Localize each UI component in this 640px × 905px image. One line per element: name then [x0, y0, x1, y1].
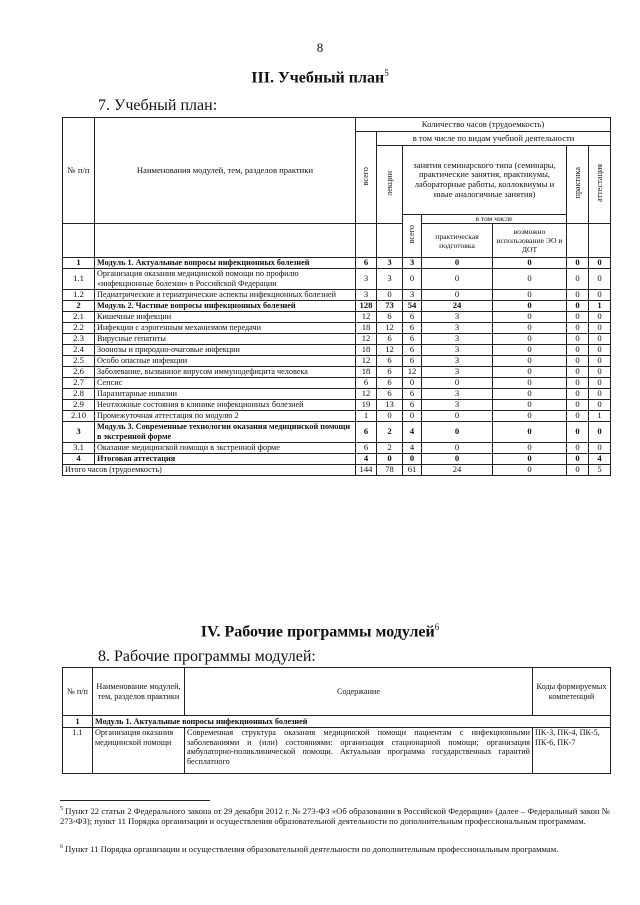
table-row: [63, 312, 611, 323]
row-pr: 0: [567, 312, 589, 323]
header-hours: Количество часов (трудоемкость): [356, 118, 611, 132]
row-total: 4: [356, 454, 377, 465]
row-eo: 0: [493, 334, 567, 345]
row-sem: 0: [403, 411, 422, 422]
row-name: Организация оказания медицинской помощи по профилю «инфекционные болезни» в Российской Федерации: [95, 269, 356, 290]
row-eo: 0: [493, 323, 567, 334]
row-att: 1: [589, 301, 611, 312]
footnote-ref-6: 6: [434, 622, 440, 632]
row-total: 6: [356, 258, 377, 269]
header-seminar-incl: в том числе: [422, 215, 567, 224]
header-practice-text: практика: [572, 167, 582, 199]
row-sem: 3: [403, 290, 422, 301]
row-sem: 6: [403, 312, 422, 323]
total-row: [63, 465, 611, 476]
row-name: Педиатрические и гериатрические аспекты инфекционных болезней: [95, 290, 356, 301]
row-pr: 0: [567, 454, 589, 465]
row-sem: 6: [403, 334, 422, 345]
row-num: 2.5: [63, 356, 95, 367]
row-eo: 0: [493, 290, 567, 301]
row-sem: 0: [403, 269, 422, 290]
row-sem: 4: [403, 422, 422, 443]
total-total: 144: [356, 465, 377, 476]
row-att: 4: [589, 454, 611, 465]
row-pr: 0: [567, 258, 589, 269]
header-attestation: [589, 146, 611, 224]
header-seminar-total: [403, 215, 422, 258]
header-num-spacer: [63, 224, 95, 258]
row-pr: 0: [567, 422, 589, 443]
row-att: 0: [589, 323, 611, 334]
footnote-6: [60, 842, 610, 854]
row-total: 6: [356, 378, 377, 389]
row-att: 0: [589, 258, 611, 269]
prog-module-title: Модуль 1. Актуальные вопросы инфекционных болезней: [93, 716, 611, 728]
row-att: 0: [589, 290, 611, 301]
row-total: 3: [356, 269, 377, 290]
row-total: 1: [356, 411, 377, 422]
row-num: 2.7: [63, 378, 95, 389]
header-seminar: занятия семинарского типа (семинары, практические занятия, практикумы, лабораторные работы, коллоквиумы и иные аналогичные занятия): [403, 146, 567, 215]
row-pr: 0: [567, 334, 589, 345]
table-row: [63, 290, 611, 301]
row-num: 2.9: [63, 400, 95, 411]
header-practice-spacer: [567, 224, 589, 258]
row-att: 0: [589, 389, 611, 400]
row-att: 0: [589, 345, 611, 356]
prog-row-content: Современная структура оказания медицинской помощи пациентам с инфекционными заболеваниями и (или) состояниями: организация стационарной помощи; организация амбулаторно-поликлинической помощи. Актуальная программа государственных гарантий бесплатного: [185, 728, 533, 774]
row-att: 0: [589, 367, 611, 378]
table-row: [63, 443, 611, 454]
row-total: 12: [356, 334, 377, 345]
row-name: Неотложные состояния в клинике инфекционных болезней: [95, 400, 356, 411]
row-att: 0: [589, 378, 611, 389]
footnote-5-mark: 5: [60, 806, 63, 812]
programs-table: [62, 667, 611, 774]
footnote-6-text: Пункт 11 Порядка организации и осуществления образовательной деятельности по дополнительным профессиональным программам.: [63, 843, 559, 854]
row-lect: 12: [377, 323, 403, 334]
row-name: Модуль 3. Современные технологии оказания медицинской помощи в экстренной форме: [95, 422, 356, 443]
row-total: 19: [356, 400, 377, 411]
row-total: 6: [356, 422, 377, 443]
row-num: 3.1: [63, 443, 95, 454]
row-att: 0: [589, 400, 611, 411]
total-attestation: 5: [589, 465, 611, 476]
row-num: 2.1: [63, 312, 95, 323]
header-distance: возможно использование ЭО и ДОТ: [493, 224, 567, 258]
total-label: Итого часов (трудоемкость): [63, 465, 356, 476]
row-sem: 12: [403, 367, 422, 378]
row-att: 0: [589, 443, 611, 454]
row-sem: 6: [403, 323, 422, 334]
row-lect: 0: [377, 454, 403, 465]
row-prac: 3: [422, 356, 493, 367]
row-sem: 3: [403, 258, 422, 269]
curriculum-body: [63, 258, 611, 465]
row-eo: 0: [493, 269, 567, 290]
row-total: 12: [356, 389, 377, 400]
table-row: [63, 454, 611, 465]
row-total: 18: [356, 345, 377, 356]
row-name: Особо опасные инфекции: [95, 356, 356, 367]
row-prac: 3: [422, 400, 493, 411]
row-eo: 0: [493, 367, 567, 378]
row-sem: 0: [403, 378, 422, 389]
footnote-5-text: Пункт 22 статьи 2 Федерального закона от 29 декабря 2012 г. № 273-ФЗ «Об образовании в Российской Федерации» (далее – Федеральный закон № 273-ФЗ); пункт 11 Порядка организации и осуществления образовательной деятельности по дополнительным профессиональным программам.: [60, 805, 610, 827]
row-sem: 6: [403, 345, 422, 356]
row-num: 1.1: [63, 269, 95, 290]
row-prac: 0: [422, 411, 493, 422]
row-num: 4: [63, 454, 95, 465]
table-row: [63, 367, 611, 378]
row-num: 3: [63, 422, 95, 443]
row-lect: 13: [377, 400, 403, 411]
row-pr: 0: [567, 411, 589, 422]
row-num: 2.2: [63, 323, 95, 334]
row-pr: 0: [567, 378, 589, 389]
row-lect: 73: [377, 301, 403, 312]
row-prac: 0: [422, 422, 493, 443]
row-num: 2.8: [63, 389, 95, 400]
row-name: Кишечные инфекции: [95, 312, 356, 323]
total-practice: 0: [567, 465, 589, 476]
header-name: Наименования модулей, тем, разделов практики: [95, 118, 356, 224]
row-att: 0: [589, 269, 611, 290]
header-incl: в том числе по видам учебной деятельности: [377, 132, 611, 146]
row-pr: 0: [567, 443, 589, 454]
row-att: 0: [589, 356, 611, 367]
table-row: [63, 411, 611, 422]
row-num: 1.2: [63, 290, 95, 301]
row-total: 128: [356, 301, 377, 312]
row-num: 2.6: [63, 367, 95, 378]
row-eo: 0: [493, 258, 567, 269]
prog-row-num: 1.1: [63, 728, 93, 774]
row-sem: 4: [403, 443, 422, 454]
row-total: 18: [356, 323, 377, 334]
row-lect: 3: [377, 258, 403, 269]
prog-module-num: 1: [63, 716, 93, 728]
row-prac: 0: [422, 454, 493, 465]
table-row: [63, 378, 611, 389]
table-row: [63, 389, 611, 400]
section-3-title: [0, 68, 640, 87]
table-row: [63, 422, 611, 443]
row-lect: 3: [377, 269, 403, 290]
row-name: Заболевание, вызванное вирусом иммунодефицита человека: [95, 367, 356, 378]
total-seminar: 61: [403, 465, 422, 476]
table-row: [63, 334, 611, 345]
table-row: [63, 400, 611, 411]
row-att: 0: [589, 312, 611, 323]
footnote-5: [60, 804, 610, 827]
table-row: [63, 356, 611, 367]
row-pr: 0: [567, 367, 589, 378]
page-number: 8: [316, 40, 324, 55]
row-prac: 0: [422, 290, 493, 301]
total-practical: 24: [422, 465, 493, 476]
row-pr: 0: [567, 269, 589, 290]
section-4-title-text: IV. Рабочие программы модулей: [200, 623, 435, 641]
row-sem: 0: [403, 454, 422, 465]
row-eo: 0: [493, 312, 567, 323]
row-name: Модуль 1. Актуальные вопросы инфекционных болезней: [95, 258, 356, 269]
footnote-separator: [60, 800, 210, 801]
row-num: 2: [63, 301, 95, 312]
row-prac: 0: [422, 443, 493, 454]
row-eo: 0: [493, 345, 567, 356]
section-4-title: [0, 622, 640, 641]
row-att: 1: [589, 411, 611, 422]
row-num: 2.3: [63, 334, 95, 345]
row-eo: 0: [493, 378, 567, 389]
header-practical-training: практическая подготовка: [422, 224, 493, 258]
row-total: 12: [356, 356, 377, 367]
row-prac: 0: [422, 378, 493, 389]
prog-row-codes: ПК-3, ПК-4, ПК-5, ПК-6, ПК-7: [533, 728, 611, 774]
row-att: 0: [589, 422, 611, 443]
row-num: 2.10: [63, 411, 95, 422]
row-eo: 0: [493, 356, 567, 367]
row-pr: 0: [567, 301, 589, 312]
header-seminar-total-text: всего: [407, 225, 417, 244]
row-lect: 6: [377, 367, 403, 378]
header-lectures-spacer: [377, 224, 403, 258]
row-sem: 6: [403, 389, 422, 400]
row-total: 12: [356, 312, 377, 323]
row-eo: 0: [493, 389, 567, 400]
header-num: № п/п: [63, 118, 95, 224]
row-prac: 3: [422, 312, 493, 323]
row-prac: 3: [422, 367, 493, 378]
header-total: [356, 132, 377, 224]
row-total: 6: [356, 443, 377, 454]
row-eo: 0: [493, 454, 567, 465]
row-lect: 2: [377, 443, 403, 454]
header-practice: [567, 146, 589, 224]
header-total-text: всего: [361, 166, 371, 186]
header-attestation-text: аттестация: [594, 164, 604, 203]
row-pr: 0: [567, 400, 589, 411]
row-prac: 3: [422, 345, 493, 356]
footnote-6-mark: 6: [60, 844, 63, 850]
header-lectures-text: лекции: [384, 170, 394, 196]
row-prac: 3: [422, 323, 493, 334]
row-lect: 6: [377, 389, 403, 400]
table-row: [63, 258, 611, 269]
prog-row-name: Организация оказания медицинской помощи: [93, 728, 185, 774]
row-pr: 0: [567, 323, 589, 334]
row-total: 3: [356, 290, 377, 301]
row-eo: 0: [493, 400, 567, 411]
table-row: [63, 323, 611, 334]
curriculum-table: [62, 117, 611, 476]
row-lect: 6: [377, 312, 403, 323]
row-prac: 3: [422, 334, 493, 345]
row-eo: 0: [493, 443, 567, 454]
row-lect: 6: [377, 334, 403, 345]
table-row: [63, 301, 611, 312]
row-name: Промежуточная аттестация по модулю 2: [95, 411, 356, 422]
row-name: Итоговая аттестация: [95, 454, 356, 465]
row-sem: 6: [403, 356, 422, 367]
row-lect: 6: [377, 356, 403, 367]
header-name-spacer: [95, 224, 356, 258]
row-num: 1: [63, 258, 95, 269]
prog-header-codes: Коды формируемых компетенций: [533, 668, 611, 716]
header-attestation-spacer: [589, 224, 611, 258]
row-lect: 6: [377, 378, 403, 389]
row-name: Сепсис: [95, 378, 356, 389]
row-prac: 0: [422, 258, 493, 269]
row-name: Инфекции с аэрогенным механизмом передачи: [95, 323, 356, 334]
row-prac: 24: [422, 301, 493, 312]
row-lect: 0: [377, 411, 403, 422]
row-pr: 0: [567, 290, 589, 301]
row-name: Вирусные гепатиты: [95, 334, 356, 345]
programs-heading: 8. Рабочие программы модулей:: [98, 648, 316, 665]
row-lect: 2: [377, 422, 403, 443]
row-name: Зоонозы и природно-очаговые инфекции: [95, 345, 356, 356]
table-row: [63, 269, 611, 290]
row-pr: 0: [567, 345, 589, 356]
prog-header-name: Наименование модулей, тем, разделов практики: [93, 668, 185, 716]
table-row: [63, 345, 611, 356]
row-pr: 0: [567, 389, 589, 400]
header-lectures: [377, 146, 403, 224]
row-lect: 0: [377, 290, 403, 301]
row-prac: 3: [422, 389, 493, 400]
row-sem: 6: [403, 400, 422, 411]
prog-header-num: № п/п: [63, 668, 93, 716]
prog-header-content: Содержание: [185, 668, 533, 716]
row-sem: 54: [403, 301, 422, 312]
row-name: Паразитарные инвазии: [95, 389, 356, 400]
row-eo: 0: [493, 422, 567, 443]
row-lect: 12: [377, 345, 403, 356]
total-lectures: 78: [377, 465, 403, 476]
header-total-spacer: [356, 224, 377, 258]
total-distance: 0: [493, 465, 567, 476]
row-total: 18: [356, 367, 377, 378]
row-att: 0: [589, 334, 611, 345]
row-pr: 0: [567, 356, 589, 367]
row-prac: 0: [422, 269, 493, 290]
row-name: Модуль 2. Частные вопросы инфекционных болезней: [95, 301, 356, 312]
footnote-ref-5: 5: [384, 68, 389, 78]
row-eo: 0: [493, 301, 567, 312]
row-eo: 0: [493, 411, 567, 422]
row-num: 2.4: [63, 345, 95, 356]
plan-heading: 7. Учебный план:: [98, 97, 218, 114]
row-name: Оказание медицинской помощи в экстренной форме: [95, 443, 356, 454]
section-3-title-text: III. Учебный план: [251, 69, 385, 87]
